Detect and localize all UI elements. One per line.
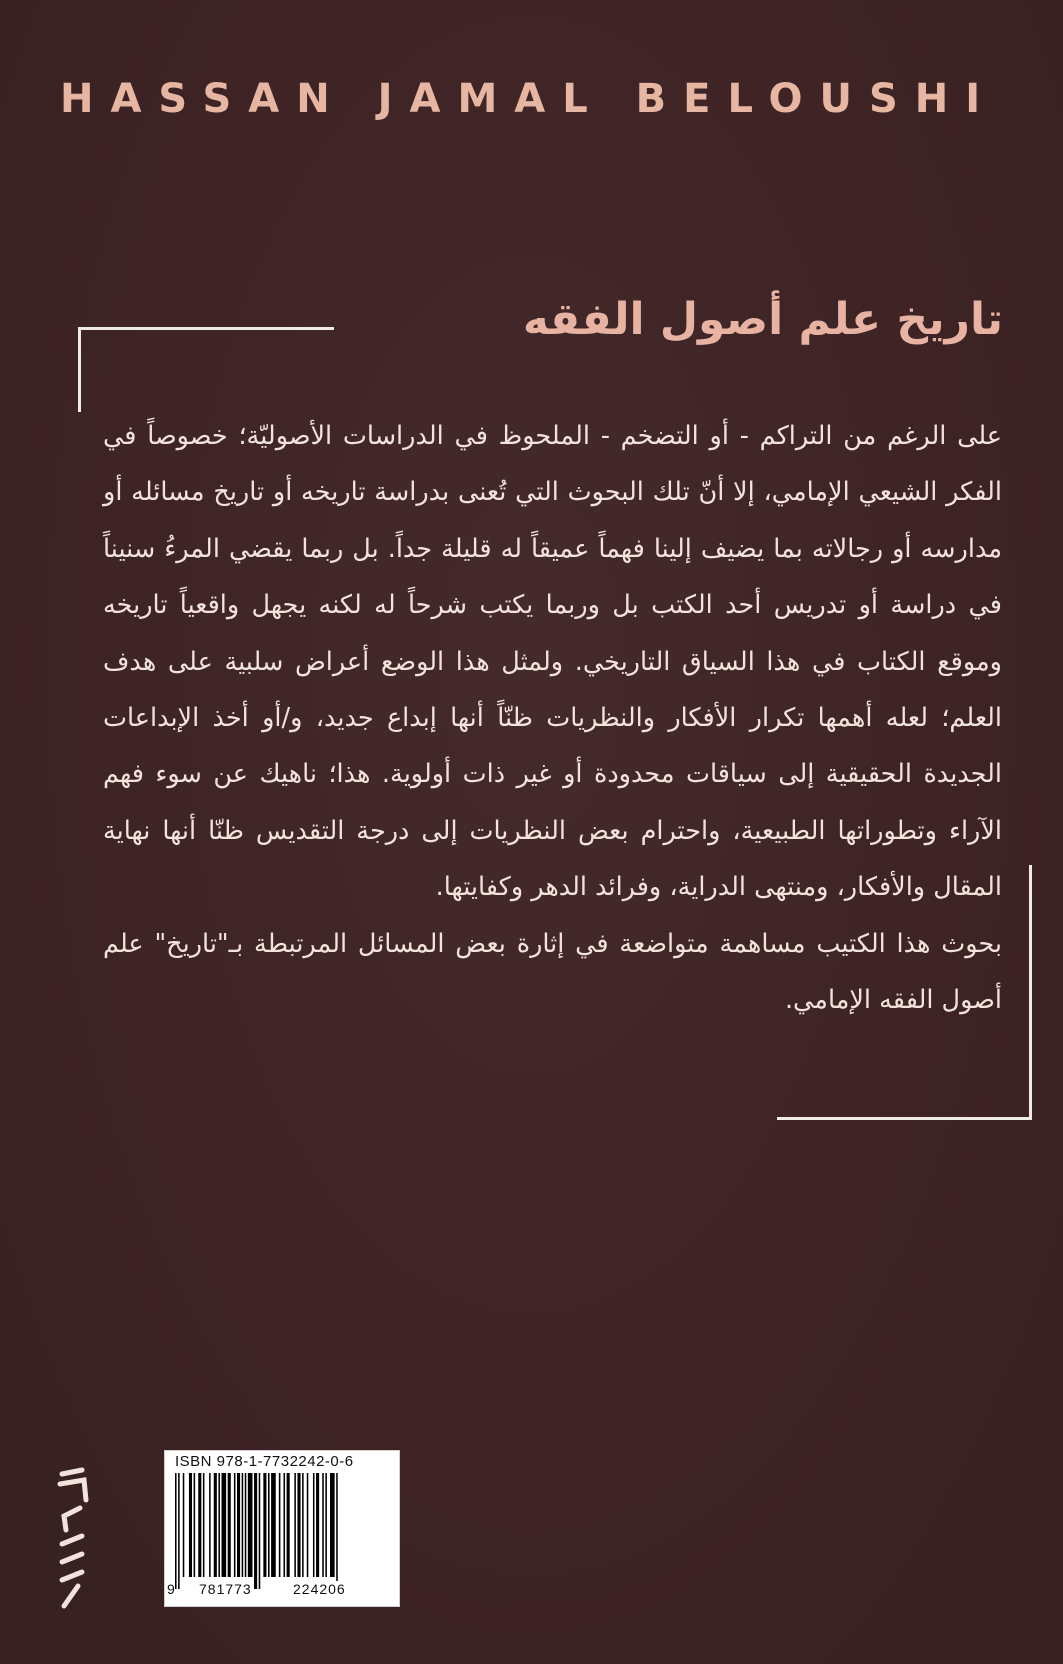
barcode-bar xyxy=(271,1473,276,1577)
barcode-bar xyxy=(194,1473,196,1577)
barcode-digit-first: 9 xyxy=(167,1581,175,1597)
frame-corner-top-horizontal xyxy=(78,327,334,330)
barcode-bar xyxy=(325,1473,327,1577)
barcode-bar xyxy=(297,1473,300,1577)
barcode-bar xyxy=(336,1473,338,1589)
frame-corner-bottom-horizontal xyxy=(777,1117,1032,1120)
frame-corner-top-vertical xyxy=(78,327,81,412)
barcode-bar xyxy=(322,1473,324,1577)
barcode-bar xyxy=(178,1473,180,1589)
isbn-barcode xyxy=(164,1450,400,1607)
barcode-bar xyxy=(218,1473,220,1577)
barcode-bar xyxy=(284,1473,286,1577)
barcode-bars xyxy=(175,1473,389,1589)
barcode-bar xyxy=(209,1473,211,1577)
barcode-bar xyxy=(183,1473,185,1577)
publisher-logo-icon xyxy=(52,1466,92,1616)
blurb-text xyxy=(103,408,1002,1028)
barcode-bar xyxy=(268,1473,270,1577)
barcode-bar xyxy=(198,1473,201,1577)
barcode-bar xyxy=(307,1473,309,1577)
barcode-bar xyxy=(242,1473,244,1577)
barcode-bar xyxy=(287,1473,290,1577)
barcode-bar xyxy=(214,1473,217,1577)
barcode-bar xyxy=(203,1473,205,1577)
book-title: تاريخ علم أصول الفقه xyxy=(522,294,1003,345)
author-name: HASSAN JAMAL BELOUSHI xyxy=(60,76,998,122)
barcode-bar xyxy=(279,1473,281,1577)
barcode-bar xyxy=(228,1473,231,1577)
blurb-paragraph: بحوث هذا الكتيب مساهمة متواضعة في إثارة بعض المسائل المرتبطة بـ"تاريخ" علم أصول الفقه الإمامي. xyxy=(103,928,1002,1016)
barcode-bar xyxy=(248,1473,253,1577)
frame-corner-bottom-vertical xyxy=(1029,865,1032,1120)
barcode-bar xyxy=(234,1473,236,1577)
barcode-bar xyxy=(313,1473,315,1577)
blurb-paragraph: على الرغم من التراكم - أو التضخم - الملحوظ في الدراسات الأصوليّة؛ خصوصاً في الفكر الشيعي الإمامي، إلا أنّ تلك البحوث التي تُعنى بدراسة تاريخه أو تاريخ مسائله أو مدارسه أو رجالاته بما يضيف إلينا فهماً عميقاً له قليلة جداً. بل ربما يقضي المرءُ سنيناً في دراسة أو تدريس أحد الكتب بل وربما يكتب شرحاً له لكنه يجهل واقعياً تاريخه وموقع الكتاب في هذا السياق التاريخي. ولمثل هذا الوضع أعراض سلبية على هدف العلم؛ لعله أهمها تكرار الأفكار والنظريات ظنّاً أنها إبداع جديد، و/أو أخذ الإبداعات الجديدة الحقيقية إلى سياقات محدودة أو غير ذات أولوية. هذا؛ ناهيك عن سوء فهم الآراء وتطوراتها الطبيعية، واحترام بعض النظريات إلى درجة التقديس ظنّا أنها نهاية المقال والأفكار، ومنتهى الدراية، وفرائد الدهر وكفايتها. xyxy=(103,421,1002,903)
barcode-bar xyxy=(222,1473,227,1577)
barcode-bar xyxy=(294,1473,296,1577)
barcode-bar xyxy=(259,1473,261,1589)
barcode-digits-right: 224206 xyxy=(293,1581,346,1597)
barcode-bar xyxy=(189,1473,192,1577)
barcode-bar xyxy=(237,1473,240,1577)
isbn-text: ISBN 978-1-7732242-0-6 xyxy=(175,1453,354,1470)
barcode-bar xyxy=(175,1473,177,1589)
barcode-bar xyxy=(254,1473,257,1589)
barcode-bar xyxy=(316,1473,319,1577)
barcode-digits-left: 781773 xyxy=(199,1581,252,1597)
barcode-bar xyxy=(263,1473,266,1577)
barcode-bar xyxy=(330,1473,335,1577)
barcode-bar xyxy=(245,1473,247,1577)
barcode-bar xyxy=(302,1473,304,1577)
